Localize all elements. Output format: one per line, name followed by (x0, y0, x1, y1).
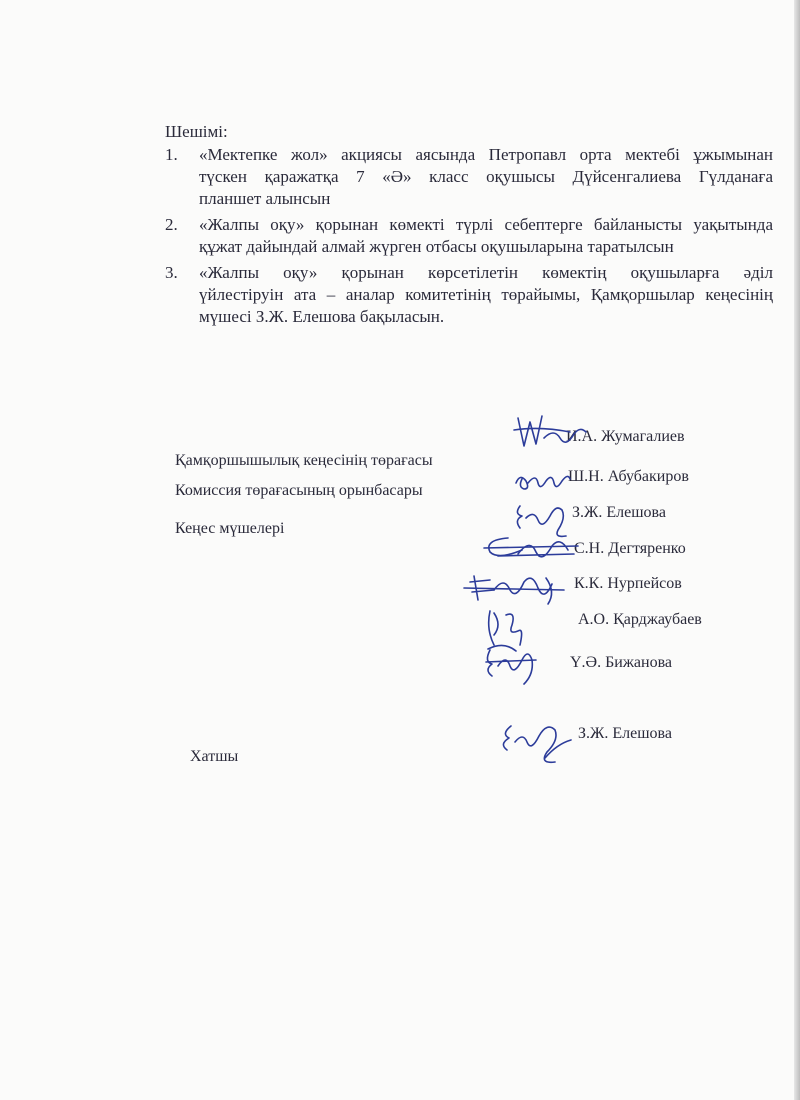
signature-icon (478, 530, 583, 566)
item-text (199, 214, 773, 258)
signature-icon (510, 465, 575, 497)
item-line: үйлестіруін ата – аналар комитетінің төрайымы, Қамқоршылар кеңесінің (199, 285, 773, 304)
item-number: 1. (165, 145, 178, 164)
signatory-name: З.Ж. Елешова (578, 725, 672, 742)
signatory-name: И.А. Жумагалиев (566, 428, 685, 445)
item-line: «Жалпы оқу» қорынан көмекті түрлі себептерге байланысты уақытында (199, 215, 773, 234)
list-item (165, 262, 773, 328)
role-deputy: Комиссия төрағасының орынбасары (175, 482, 423, 499)
signatory-name: К.К. Нурпейсов (574, 575, 682, 592)
signature-icon (510, 408, 590, 458)
item-line: планшет алынсын (199, 189, 331, 208)
scan-edge (794, 0, 800, 1100)
item-line: құжат дайындай алмай жүрген отбасы оқушыларына таратылсын (199, 237, 674, 256)
item-line: «Жалпы оқу» қорынан көрсетілетін көмектің оқушыларға әділ (199, 263, 773, 282)
role-members: Кеңес мүшелері (175, 520, 285, 537)
signatory-name: С.Н. Дегтяренко (574, 540, 686, 557)
signatory-name: А.О. Қарджаубаев (578, 611, 702, 628)
item-line: «Мектепке жол» акциясы аясында Петропавл орта мектебі ұжымынан (199, 145, 773, 164)
role-chair: Қамқоршышылық кеңесінің төрағасы (175, 452, 433, 469)
item-text (199, 144, 773, 210)
signature-icon (480, 640, 545, 688)
decision-heading: Шешімі: (165, 122, 228, 141)
item-text (199, 262, 773, 328)
signature-icon (460, 568, 570, 608)
role-secretary: Хатшы (190, 748, 239, 765)
signatory-name: Ш.Н. Абубакиров (568, 468, 689, 485)
item-number: 3. (165, 263, 178, 282)
decision-list (165, 144, 773, 332)
signatory-name: Ү.Ә. Бижанова (570, 654, 673, 671)
item-number: 2. (165, 215, 178, 234)
signatory-name: З.Ж. Елешова (572, 504, 666, 521)
signature-icon (495, 718, 575, 770)
item-line: түскен қаражатқа 7 «Ә» класс оқушысы Дүйсенгалиева Гүлданаға (199, 167, 773, 186)
item-line: мүшесі З.Ж. Елешова бақыласын. (199, 307, 445, 326)
list-item (165, 214, 773, 258)
list-item (165, 144, 773, 210)
